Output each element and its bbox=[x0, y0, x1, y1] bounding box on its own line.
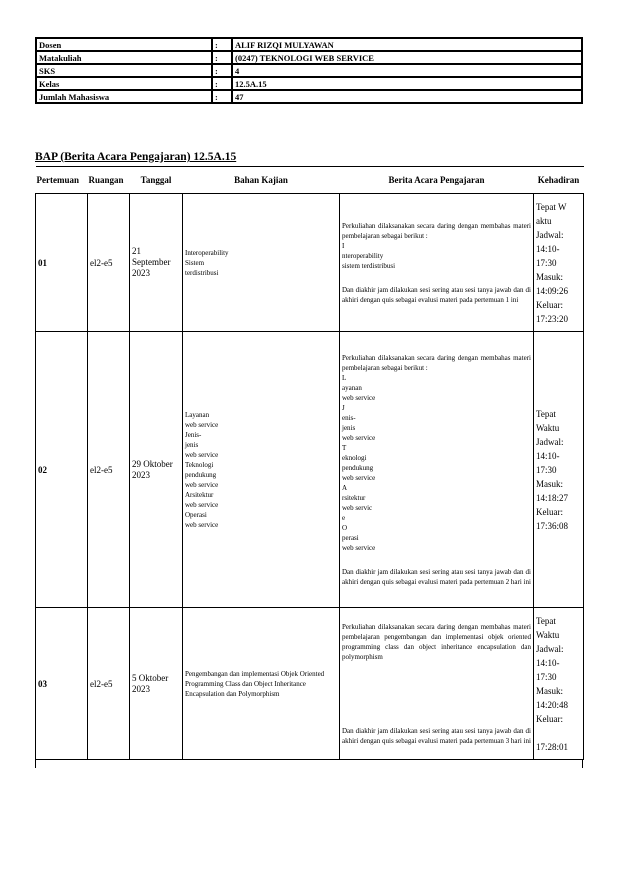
kehadiran-line: Jadwal: bbox=[536, 436, 564, 447]
kehadiran-line: Jadwal: bbox=[536, 229, 564, 240]
tanggal-cell bbox=[130, 332, 183, 608]
table-continuation bbox=[35, 760, 583, 761]
berita-list-line: web service bbox=[342, 473, 376, 482]
berita-list-line: T bbox=[342, 443, 347, 452]
berita-list-line: web servic bbox=[342, 503, 373, 512]
info-value: 12.5A.15 bbox=[232, 77, 582, 90]
info-sep: : bbox=[212, 90, 232, 103]
bahan-line: Pengembangan dan implementasi Objek Oriented Programming Class dan Object Inheritance Encapsulation dan Polymorphism bbox=[185, 669, 325, 698]
kehadiran-line: Tepat bbox=[536, 408, 556, 419]
berita-gap bbox=[342, 553, 531, 567]
bap-table bbox=[35, 166, 584, 760]
kehadiran-line: Jadwal: bbox=[536, 643, 564, 654]
kehadiran-line: 17:30 bbox=[536, 464, 557, 475]
table-row bbox=[36, 608, 584, 760]
kehadiran-line: Tepat bbox=[536, 615, 556, 626]
bahan-line: Layanan bbox=[185, 410, 210, 419]
berita-list-line: L bbox=[342, 373, 347, 382]
kehadiran-line: 17:36:08 bbox=[536, 520, 569, 531]
berita-list-line: enis- bbox=[342, 413, 356, 422]
info-sep: : bbox=[212, 64, 232, 77]
header-berita-acara: Berita Acara Pengajaran bbox=[340, 167, 534, 194]
bahan-line: Operasi bbox=[185, 510, 207, 519]
kehadiran-line: Waktu bbox=[536, 629, 560, 640]
kehadiran-line: aktu bbox=[536, 215, 552, 226]
berita-gap bbox=[342, 676, 531, 726]
table-row bbox=[36, 332, 584, 608]
tanggal-line: 5 Oktober bbox=[132, 672, 169, 683]
info-row bbox=[36, 38, 582, 51]
ruangan-cell: el2-e5 bbox=[88, 608, 130, 760]
berita-list-line: A bbox=[342, 483, 348, 492]
berita-intro: Perkuliahan dilaksanakan secara daring dengan membahas materi pembelajaran sebagai berikut : bbox=[342, 353, 531, 372]
berita-list-line: nteroperability bbox=[342, 251, 384, 260]
berita-list-line: rsitektur bbox=[342, 493, 366, 502]
info-value: ALIF RIZQI MULYAWAN bbox=[232, 38, 582, 51]
berita-acara-cell bbox=[340, 194, 534, 332]
berita-acara-cell bbox=[340, 332, 534, 608]
kehadiran-line: Keluar: bbox=[536, 713, 563, 724]
tanggal-line: 2023 bbox=[132, 683, 150, 694]
bahan-line: Arsitektur bbox=[185, 490, 214, 499]
bahan-line: Interoperability bbox=[185, 248, 229, 257]
bahan-line: Sistem bbox=[185, 258, 205, 267]
kehadiran-line: 14:10- bbox=[536, 243, 560, 254]
header-bahan-kajian: Bahan Kajian bbox=[183, 167, 340, 194]
kehadiran-line: Keluar: bbox=[536, 299, 563, 310]
info-sep: : bbox=[212, 51, 232, 64]
kehadiran-line: Tepat W bbox=[536, 201, 567, 212]
tanggal-line: September bbox=[132, 257, 171, 267]
berita-list-line: I bbox=[342, 241, 345, 250]
bap-header-row bbox=[36, 167, 584, 194]
header-pertemuan: Pertemuan bbox=[36, 167, 88, 194]
berita-list-line: jenis bbox=[342, 423, 356, 432]
berita-list-line: ayanan bbox=[342, 383, 362, 392]
bahan-line: web service bbox=[185, 480, 219, 489]
info-row bbox=[36, 90, 582, 103]
header-kehadiran: Kehadiran bbox=[534, 167, 584, 194]
bahan-line: web service bbox=[185, 450, 219, 459]
berita-list-line: eknologi bbox=[342, 453, 367, 462]
berita-list-line: e bbox=[342, 513, 346, 522]
info-label: Jumlah Mahasiswa bbox=[36, 90, 212, 103]
pertemuan-cell: 02 bbox=[36, 332, 88, 608]
tanggal-line: 21 bbox=[132, 246, 141, 256]
kehadiran-cell bbox=[534, 608, 584, 760]
info-label: Matakuliah bbox=[36, 51, 212, 64]
info-row bbox=[36, 51, 582, 64]
info-value: 47 bbox=[232, 90, 582, 103]
header-ruangan: Ruangan bbox=[88, 167, 130, 194]
pertemuan-cell: 01 bbox=[36, 194, 88, 332]
berita-list-line: web service bbox=[342, 433, 376, 442]
info-label: Dosen bbox=[36, 38, 212, 51]
berita-outro: Dan diakhir jam dilakukan sesi sering atau sesi tanya jawab dan di akhiri dengan quis sebagai evalusi materi pada pertemuan 3 hari ini bbox=[342, 726, 531, 745]
kehadiran-line: 17:28:01 bbox=[536, 741, 569, 752]
info-label: Kelas bbox=[36, 77, 212, 90]
tanggal-cell bbox=[130, 608, 183, 760]
kehadiran-cell bbox=[534, 332, 584, 608]
kehadiran-line: Masuk: bbox=[536, 478, 563, 489]
info-label: SKS bbox=[36, 64, 212, 77]
ruangan-cell: el2-e5 bbox=[88, 332, 130, 608]
kehadiran-line bbox=[536, 726, 581, 740]
kehadiran-line: 14:20:48 bbox=[536, 699, 569, 710]
kehadiran-line: Waktu bbox=[536, 422, 560, 433]
berita-list-line: web service bbox=[342, 543, 376, 552]
berita-list-line: web service bbox=[342, 393, 376, 402]
bahan-kajian-cell bbox=[183, 608, 340, 760]
kehadiran-line: 14:18:27 bbox=[536, 492, 569, 503]
bahan-line: jenis bbox=[185, 440, 199, 449]
berita-acara-cell bbox=[340, 608, 534, 760]
bahan-line: Teknologi bbox=[185, 460, 214, 469]
bahan-line: pendukung bbox=[185, 470, 217, 479]
bahan-line: web service bbox=[185, 520, 219, 529]
kehadiran-line: Keluar: bbox=[536, 506, 563, 517]
bahan-line: web service bbox=[185, 420, 219, 429]
bahan-line: terdistribusi bbox=[185, 268, 219, 277]
berita-list-line: O bbox=[342, 523, 348, 532]
table-row bbox=[36, 194, 584, 332]
ruangan-cell: el2-e5 bbox=[88, 194, 130, 332]
berita-intro: Perkuliahan dilaksanakan secara daring dengan membahas materi pembelajaran pengembangan dan implementasi objek oriented programming class dan object inheritance encapsulation dan polymorphism bbox=[342, 622, 531, 661]
bahan-kajian-cell bbox=[183, 194, 340, 332]
kehadiran-line: 14:09:26 bbox=[536, 285, 569, 296]
berita-list-line: J bbox=[342, 403, 345, 412]
pertemuan-cell: 03 bbox=[36, 608, 88, 760]
kehadiran-line: 17:30 bbox=[536, 257, 557, 268]
tanggal-line: 29 Oktober bbox=[132, 458, 173, 469]
kehadiran-line: 14:10- bbox=[536, 657, 560, 668]
bahan-kajian-cell bbox=[183, 332, 340, 608]
info-row bbox=[36, 64, 582, 77]
kehadiran-cell bbox=[534, 194, 584, 332]
bahan-line: web service bbox=[185, 500, 219, 509]
info-value: 4 bbox=[232, 64, 582, 77]
berita-intro: Perkuliahan dilaksanakan secara daring dengan membahas materi pembelajaran sebagai berikut : bbox=[342, 221, 531, 240]
kehadiran-line: 17:30 bbox=[536, 671, 557, 682]
berita-outro: Dan diakhir jam dilakukan sesi sering atau sesi tanya jawab dan di akhiri dengan quis sebagai evalusi materi pada pertemuan 2 hari ini bbox=[342, 567, 531, 586]
berita-list-line: sistem terdistribusi bbox=[342, 261, 396, 270]
berita-gap bbox=[342, 662, 531, 676]
course-info-table bbox=[35, 37, 583, 104]
berita-outro: Dan diakhir jam dilakukan sesi sering atau sesi tanya jawab dan di akhiri dengan quis sebagai evalusi materi pada pertemuan 1 ini bbox=[342, 285, 531, 304]
kehadiran-line: Masuk: bbox=[536, 271, 563, 282]
tanggal-line: 2023 bbox=[132, 469, 150, 480]
kehadiran-line: Masuk: bbox=[536, 685, 563, 696]
berita-gap bbox=[342, 271, 531, 285]
header-tanggal: Tanggal bbox=[130, 167, 183, 194]
info-sep: : bbox=[212, 38, 232, 51]
kehadiran-line: 17:23:20 bbox=[536, 313, 569, 324]
info-row bbox=[36, 77, 582, 90]
page-title: BAP (Berita Acara Pengajaran) 12.5A.15 bbox=[35, 151, 237, 163]
kehadiran-line: 14:10- bbox=[536, 450, 560, 461]
info-sep: : bbox=[212, 77, 232, 90]
bahan-line: Jenis- bbox=[185, 430, 202, 439]
berita-list-line: perasi bbox=[342, 533, 359, 542]
info-value: (0247) TEKNOLOGI WEB SERVICE bbox=[232, 51, 582, 64]
tanggal-line: 2023 bbox=[132, 268, 150, 278]
tanggal-cell bbox=[130, 194, 183, 332]
berita-list-line: pendukung bbox=[342, 463, 374, 472]
